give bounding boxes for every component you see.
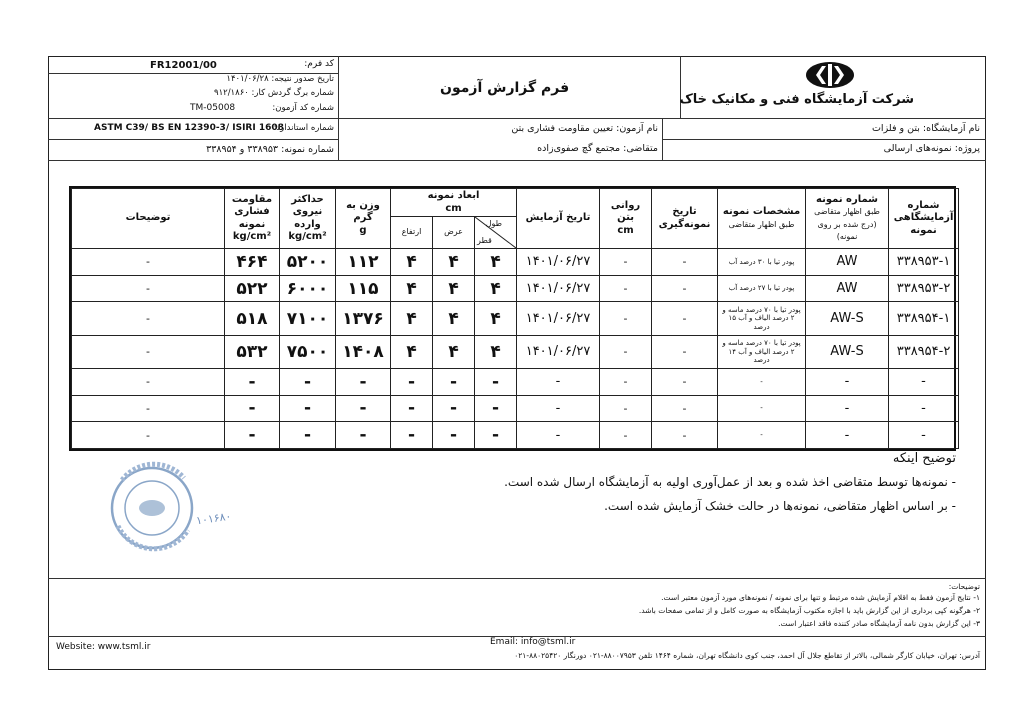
cell-strength: ۴۶۴ — [225, 249, 280, 276]
test-code: TM-05008 — [190, 103, 236, 113]
test-name: تعیین مقاومت فشاری بتن — [511, 123, 614, 134]
cell-width: - — [433, 395, 475, 422]
table-row — [72, 249, 959, 276]
cell-width: ۴ — [433, 249, 475, 276]
cell-slump: - — [600, 249, 652, 276]
cell-notes: - — [72, 395, 225, 422]
cell-strength: ۵۱۸ — [225, 302, 280, 335]
lab-name-row: نام آزمایشگاه: بتن و فلزات — [871, 123, 980, 134]
cell-strength: ۵۳۲ — [225, 335, 280, 368]
cell-slump: - — [600, 275, 652, 302]
cell-length: - — [475, 395, 517, 422]
table-row — [72, 275, 959, 302]
cell-test-date: - — [517, 422, 600, 449]
project-name: نمونه‌های ارسالی — [883, 143, 952, 154]
cell-length: - — [475, 368, 517, 395]
cell-strength: - — [225, 395, 280, 422]
remark-line-1: - نمونه‌ها توسط متقاضی اخذ شده و بعد از عمل‌آوری اولیه به آزمایشگاه ارسال شده است. — [504, 475, 956, 489]
cell-notes: - — [72, 302, 225, 335]
th-width: عرض — [433, 217, 475, 249]
cell-height: ۴ — [391, 302, 433, 335]
form-title: فرم گزارش آزمون — [440, 80, 570, 96]
table-row — [72, 302, 959, 335]
cell-notes: - — [72, 368, 225, 395]
cell-strength: - — [225, 422, 280, 449]
cell-sample-no: - — [806, 422, 889, 449]
cell-spec: پودر تیا با ۲۷ درصد آب — [718, 275, 806, 302]
cell-width: - — [433, 422, 475, 449]
cell-test-date: - — [517, 395, 600, 422]
cell-sampling-date: - — [652, 249, 718, 276]
standard-label: شماره استاندارد: — [273, 123, 334, 133]
cell-slump: - — [600, 335, 652, 368]
cell-height: - — [391, 422, 433, 449]
cell-test-date: - — [517, 368, 600, 395]
cell-lab-no: ۳۳۸۹۵۳-۱ — [889, 249, 959, 276]
sample-no-value: ۳۳۸۹۵۳ و ۳۳۸۹۵۴ — [206, 144, 279, 155]
th-length-diameter: طول قطر — [475, 217, 517, 249]
form-code-label: کد فرم: — [304, 59, 334, 69]
info-divider — [48, 160, 986, 161]
stamp-number: ۱۰۱۶۸۰ — [195, 509, 233, 528]
cell-lab-no: ۳۳۸۹۵۳-۲ — [889, 275, 959, 302]
cell-lab-no: ۳۳۸۹۵۴-۱ — [889, 302, 959, 335]
company-name: شرکت آزمایشگاه فنی و مکانیک خاک — [679, 92, 914, 107]
cell-height: ۴ — [391, 275, 433, 302]
test-name-row: نام آزمون: تعیین مقاومت فشاری بتن — [511, 123, 658, 134]
th-lab-sample-no: شماره آزمایشگاهی نمونه — [889, 189, 959, 249]
cell-length: ۴ — [475, 302, 517, 335]
th-notes: توضیحات — [72, 189, 225, 249]
cell-weight: ۱۴۰۸ — [336, 335, 391, 368]
cell-lab-no: - — [889, 395, 959, 422]
cell-force: ۶۰۰۰ — [280, 275, 336, 302]
table-row — [72, 368, 959, 395]
th-height: ارتفاع — [391, 217, 433, 249]
cell-width: ۴ — [433, 335, 475, 368]
issue-date-row: تاریخ صدور نتیجه: ۱۴۰۱/۰۶/۲۸ — [226, 74, 334, 84]
th-test-date: تاریخ آزمایش — [517, 189, 600, 249]
cell-force: - — [280, 422, 336, 449]
cell-width: ۴ — [433, 275, 475, 302]
cell-length: - — [475, 422, 517, 449]
cell-notes: - — [72, 335, 225, 368]
client-row: متقاضی: مجتمع گچ صفوی‌زاده — [537, 143, 658, 154]
cell-height: ۴ — [391, 249, 433, 276]
client-name: مجتمع گچ صفوی‌زاده — [537, 143, 621, 154]
email-link[interactable]: Email: info@tsml.ir — [490, 637, 576, 647]
cell-strength: - — [225, 368, 280, 395]
standard-value: ASTM C39/ BS EN 12390-3/ ISIRI 1608 — [94, 123, 284, 133]
cell-weight: ۱۱۲ — [336, 249, 391, 276]
notes-divider — [48, 578, 986, 579]
cell-notes: - — [72, 275, 225, 302]
cell-lab-no: - — [889, 422, 959, 449]
th-sample-no: شماره نمونه طبق اظهار متقاضی (درج شده بر روی نمونه) — [806, 189, 889, 249]
cell-weight: - — [336, 368, 391, 395]
cell-spec: - — [718, 395, 806, 422]
cell-sampling-date: - — [652, 368, 718, 395]
header-divider — [48, 118, 986, 119]
cell-weight: ۱۱۵ — [336, 275, 391, 302]
cell-test-date: ۱۴۰۱/۰۶/۲۷ — [517, 335, 600, 368]
issue-date: ۱۴۰۱/۰۶/۲۸ — [226, 74, 269, 84]
note-1: ۱- نتایج آزمون فقط به اقلام آزمایش شده مرتبط و تنها برای نمونه / نمونه‌های مورد آزمون معتبر است. — [661, 593, 980, 602]
cell-length: ۴ — [475, 335, 517, 368]
work-sheet-row: شماره برگ گردش کار: ۹۱۲/۱۸۶۰ — [214, 88, 334, 98]
cell-sample-no: - — [806, 395, 889, 422]
cell-length: ۴ — [475, 275, 517, 302]
cell-weight: ۱۳۷۶ — [336, 302, 391, 335]
cell-spec: پودر تیا با ۳۰ درصد آب — [718, 249, 806, 276]
cell-spec: - — [718, 368, 806, 395]
cell-notes: - — [72, 422, 225, 449]
info-mid-divider-right — [662, 139, 986, 140]
cell-length: ۴ — [475, 249, 517, 276]
project-row: پروژه: نمونه‌های ارسالی — [883, 143, 980, 154]
th-dims: ابعاد نمونه cm — [391, 189, 517, 217]
cell-lab-no: - — [889, 368, 959, 395]
note-2: ۲- هرگونه کپی برداری از این گزارش باید با اجازه مکتوب آزمایشگاه به صورت کامل و از تمامی صفحات باشد. — [638, 606, 980, 615]
note-3: ۳- این گزارش بدون نامه آزمایشگاه صادر کننده فاقد اعتبار است. — [778, 619, 980, 628]
remark-line-2: - بر اساس اظهار متقاضی، نمونه‌ها در حالت خشک آزمایش شده است. — [604, 499, 956, 513]
cell-sample-no: AW — [806, 249, 889, 276]
company-logo — [800, 58, 860, 92]
cell-sampling-date: - — [652, 422, 718, 449]
address: آدرس: تهران، خیابان کارگر شمالی، بالاتر از تقاطع جلال آل احمد، جنب کوی دانشگاه تهران، شماره ۱۴۶۴ تلفن ۸۸۰۰۷۹۵۳-۰۲۱ دورنگار ۸۸۰۲۵۴۲۰-۰۲۱ — [514, 651, 980, 660]
cell-weight: - — [336, 395, 391, 422]
website-link[interactable]: Website: www.tsml.ir — [56, 642, 151, 652]
cell-slump: - — [600, 422, 652, 449]
remarks-title: توضیح اینکه — [892, 451, 956, 466]
cell-lab-no: ۳۳۸۹۵۴-۲ — [889, 335, 959, 368]
cell-height: - — [391, 368, 433, 395]
cell-force: ۷۵۰۰ — [280, 335, 336, 368]
cell-spec: پودر تیا با ۷۰ درصد ماسه و ۲ درصد الیاف و آب ۱۴ درصد — [718, 335, 806, 368]
header-col-divider-2 — [680, 56, 681, 118]
cell-spec: پودر تیا با ۷۰ درصد ماسه و ۲ درصد الیاف و آب ۱۵ درصد — [718, 302, 806, 335]
cell-sampling-date: - — [652, 335, 718, 368]
work-sheet: ۹۱۲/۱۸۶۰ — [214, 88, 249, 98]
cell-force: - — [280, 395, 336, 422]
cell-force: ۵۲۰۰ — [280, 249, 336, 276]
cell-sampling-date: - — [652, 302, 718, 335]
cell-slump: - — [600, 395, 652, 422]
info-col-divider — [662, 118, 663, 160]
cell-test-date: ۱۴۰۱/۰۶/۲۷ — [517, 302, 600, 335]
cell-force: - — [280, 368, 336, 395]
th-max-force: حداکثر نیروی وارده kg/cm² — [280, 189, 336, 249]
lab-stamp — [104, 456, 254, 576]
cell-height: - — [391, 395, 433, 422]
cell-sample-no: - — [806, 368, 889, 395]
table-row — [72, 335, 959, 368]
sample-no-row: شماره نمونه: ۳۳۸۹۵۳ و ۳۳۸۹۵۴ — [206, 144, 334, 155]
cell-spec: - — [718, 422, 806, 449]
results-table — [69, 186, 956, 451]
info-mid-divider — [48, 139, 338, 140]
th-spec: مشخصات نمونه طبق اظهار متقاضی — [718, 189, 806, 249]
cell-height: ۴ — [391, 335, 433, 368]
table-row — [72, 422, 959, 449]
cell-sample-no: AW-S — [806, 335, 889, 368]
cell-sampling-date: - — [652, 275, 718, 302]
header-col-divider-1 — [338, 56, 339, 160]
cell-test-date: ۱۴۰۱/۰۶/۲۷ — [517, 275, 600, 302]
cell-slump: - — [600, 302, 652, 335]
cell-notes: - — [72, 249, 225, 276]
cell-weight: - — [336, 422, 391, 449]
th-strength: مقاومت فشاری نمونه kg/cm² — [225, 189, 280, 249]
cell-force: ۷۱۰۰ — [280, 302, 336, 335]
test-code-label: شماره کد آزمون: — [272, 103, 334, 113]
notes-title: توضیحات: — [948, 582, 980, 591]
th-sampling-date: تاریخ نمونه‌گیری — [652, 189, 718, 249]
cell-test-date: ۱۴۰۱/۰۶/۲۷ — [517, 249, 600, 276]
th-weight: وزن به گرم g — [336, 189, 391, 249]
cell-width: ۴ — [433, 302, 475, 335]
table-row — [72, 395, 959, 422]
cell-strength: ۵۲۲ — [225, 275, 280, 302]
cell-width: - — [433, 368, 475, 395]
cell-sample-no: AW-S — [806, 302, 889, 335]
th-slump: روانی بتن cm — [600, 189, 652, 249]
form-code: FR12001/00 — [150, 60, 217, 71]
cell-slump: - — [600, 368, 652, 395]
cell-sample-no: AW — [806, 275, 889, 302]
cell-sampling-date: - — [652, 395, 718, 422]
lab-name: بتن و فلزات — [871, 123, 920, 134]
